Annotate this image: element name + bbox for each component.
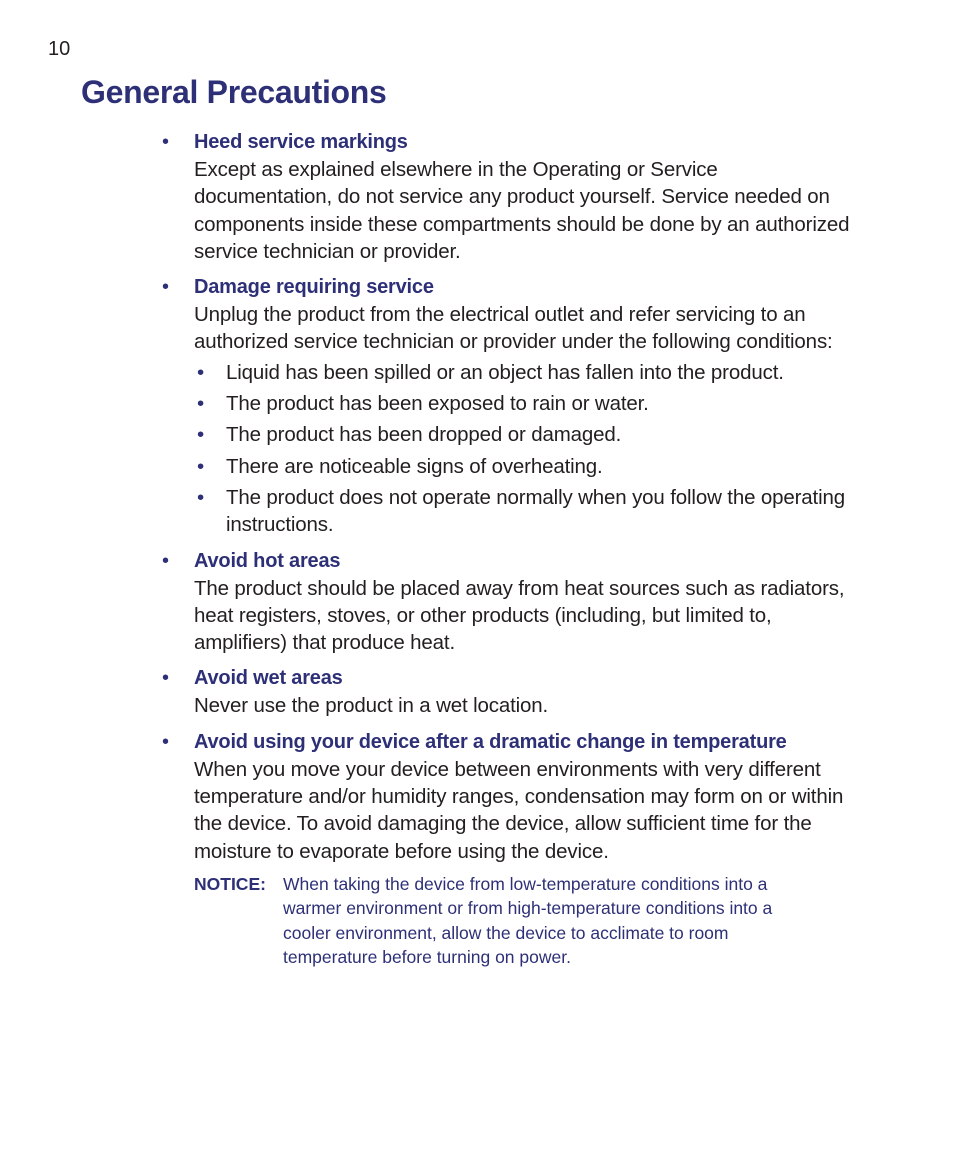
precautions-list — [160, 129, 860, 978]
notice-text: When taking the device from low-temperature conditions into a warmer environment or from high-temperature conditions into a cooler environment, allow the device to acclimate to room temperature before turning on power. — [283, 873, 773, 967]
bullet: • — [197, 360, 205, 384]
bullet: • — [197, 392, 205, 416]
section-body: Unplug the product from the electrical outlet and refer servicing to an authorized service technician or provider under the following conditions: — [194, 303, 833, 354]
section-heading: Avoid using your device after a dramatic change in temperature — [194, 730, 787, 753]
section-body: When you move your device between environments with very different temperature and/or humidity ranges, condensation may form on or within the device. To avoid damaging the device, allow sufficient time for the moisture to evaporate before using the device. — [194, 757, 844, 863]
bullet: • — [162, 667, 170, 690]
bullet: • — [162, 730, 170, 753]
section-heading: Damage requiring service — [194, 276, 434, 299]
list-item — [194, 421, 860, 448]
section-heading: Heed service markings — [194, 131, 408, 153]
bullet: • — [197, 423, 205, 447]
list-item — [194, 484, 860, 539]
condition-list — [194, 359, 860, 539]
notice-label: NOTICE: — [194, 873, 266, 894]
list-item-text: The product does not operate normally when you follow the operating instructions. — [226, 485, 846, 537]
bullet: • — [162, 549, 170, 572]
list-item — [194, 453, 860, 480]
bullet: • — [197, 485, 205, 509]
list-item — [194, 390, 860, 417]
section-heed-service-markings — [160, 129, 860, 265]
list-item-text: The product has been exposed to rain or water. — [226, 392, 649, 416]
section-body: The product should be placed away from heat sources such as radiators, heat registers, stoves, or other products (including, but limited to, amplifiers) that produce heat. — [194, 576, 845, 655]
section-body: Except as explained elsewhere in the Operating or Service documentation, do not service any product yourself. Service needed on components inside these compartments should be done by an authorized service technician or provider. — [194, 158, 850, 263]
section-temperature-change — [160, 729, 860, 969]
bullet: • — [162, 131, 170, 153]
section-heading: Avoid hot areas — [194, 549, 341, 572]
bullet: • — [162, 276, 170, 299]
section-heading: Avoid wet areas — [194, 667, 343, 690]
page-number: 10 — [48, 38, 71, 60]
section-avoid-wet-areas — [160, 665, 860, 719]
list-item-text: Liquid has been spilled or an object has fallen into the product. — [226, 360, 784, 384]
list-item-text: There are noticeable signs of overheating. — [226, 454, 603, 478]
section-damage-requiring-service — [160, 274, 860, 538]
bullet: • — [197, 454, 205, 478]
page-title: General Precautions — [81, 74, 387, 110]
section-avoid-hot-areas — [160, 548, 860, 657]
list-item — [194, 359, 860, 386]
notice-box — [194, 872, 823, 969]
section-body: Never use the product in a wet location. — [194, 694, 549, 718]
list-item-text: The product has been dropped or damaged. — [226, 423, 622, 447]
